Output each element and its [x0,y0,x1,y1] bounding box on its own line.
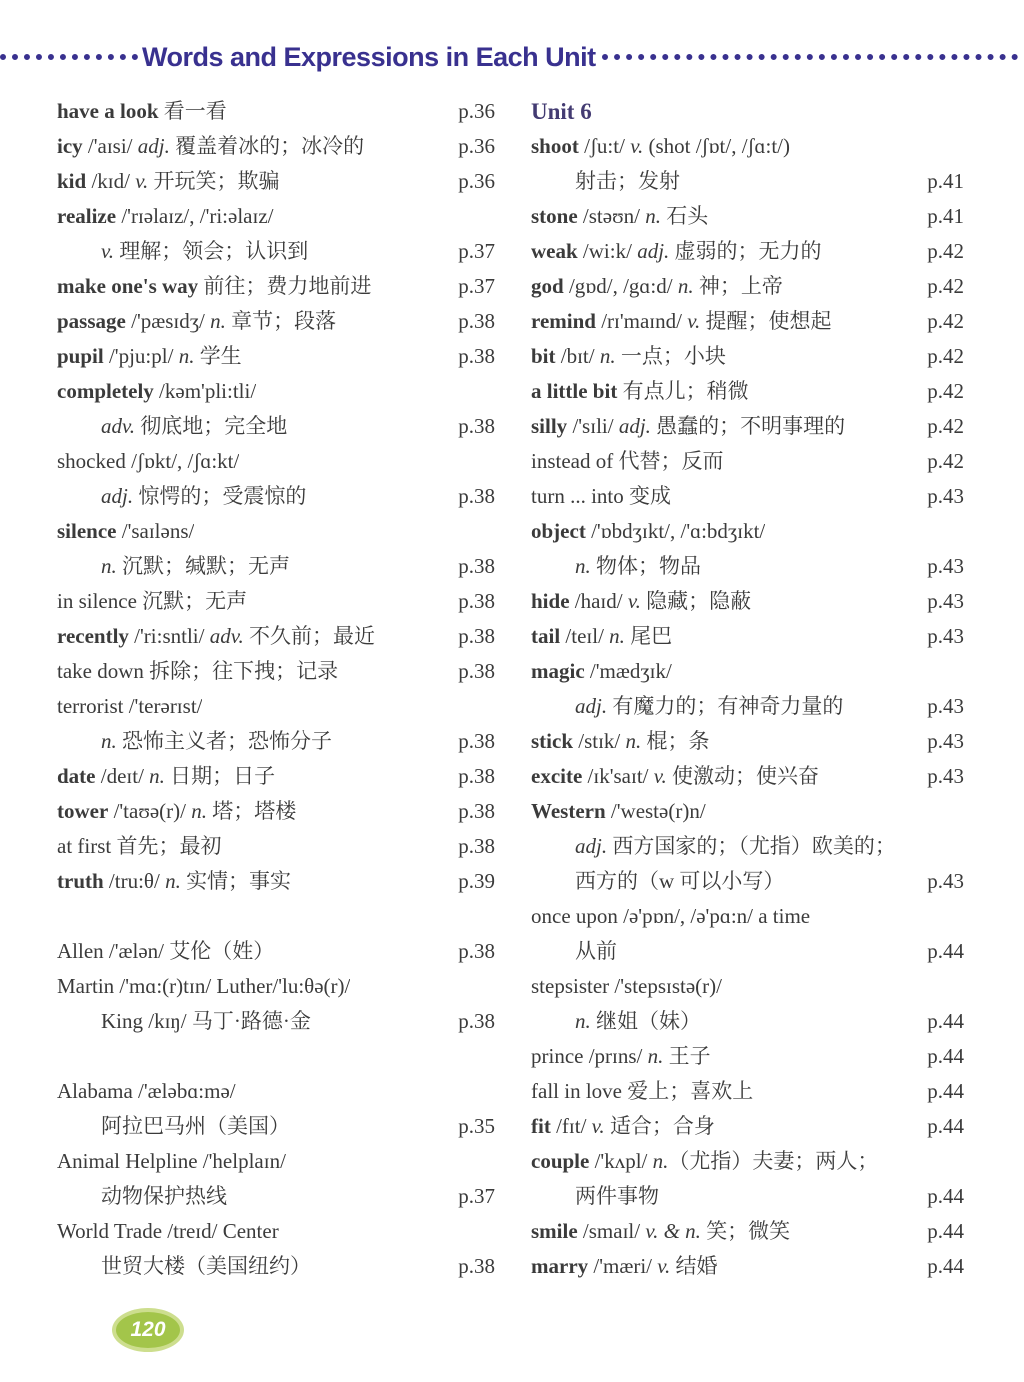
page-ref: p.44 [927,1009,964,1033]
vocab-entry-text: Alabama /'æləbɑ:mə/ [57,1079,236,1103]
page-ref: p.38 [458,799,495,823]
vocab-entry [531,619,964,654]
vocab-entry [57,514,495,549]
vocab-entry [57,934,495,969]
page-ref: p.38 [458,414,495,438]
vocab-entry [57,304,495,339]
vocab-entry [531,374,964,409]
vocab-entry [57,479,495,514]
vocab-entry [531,129,964,164]
page-ref: p.43 [927,484,964,508]
vocab-entry [531,1179,964,1214]
page-ref: p.38 [458,484,495,508]
page-ref: p.43 [927,694,964,718]
vocab-entry [531,1249,964,1284]
vocab-entry [57,199,495,234]
page-ref: p.39 [458,869,495,893]
page-ref: p.43 [927,589,964,613]
page-ref: p.38 [458,309,495,333]
vocab-entry-text: recently /'ri:sntli/ adv. 不久前；最近 [57,624,375,648]
vocab-entry-text: silly /'sɪli/ adj. 愚蠢的；不明事理的 [531,414,846,438]
page-ref: p.35 [458,1114,495,1138]
vocab-entry-text: make one's way 前往；费力地前进 [57,274,372,298]
vocab-entry-text: adv. 彻底地；完全地 [101,414,288,438]
vocab-entry-text: once upon /ə'pɒn/, /ə'pɑ:n/ a time [531,904,811,928]
vocab-entry-text: stone /stəʊn/ n. 石头 [531,204,709,228]
vocab-entry-text: n. 物体；物品 [575,554,701,578]
page-ref: p.38 [458,834,495,858]
vocab-entry-text: in silence 沉默；无声 [57,589,248,613]
vocab-entry [57,549,495,584]
page-ref: p.44 [927,1079,964,1103]
vocab-entry-text: Western /'westə(r)n/ [531,799,706,823]
vocab-entry-text: King /kɪŋ/ 马丁·路德·金 [101,1009,311,1033]
vocab-entry-text: excite /ɪk'saɪt/ v. 使激动；使兴奋 [531,764,820,788]
vocab-entry-text: prince /prɪns/ n. 王子 [531,1044,711,1068]
page-ref: p.42 [927,449,964,473]
page-ref: p.44 [927,1184,964,1208]
vocab-group [531,129,964,1284]
vocab-entry-text: terrorist /'terərɪst/ [57,694,203,718]
vocab-entry [57,1144,495,1179]
vocab-entry-text: 射击；发射 [575,169,680,193]
vocab-entry [531,514,964,549]
page-title: Words and Expressions in Each Unit [142,41,596,72]
page-ref: p.37 [458,274,495,298]
vocab-entry-text: take down 拆除；往下拽；记录 [57,659,339,683]
page-ref: p.37 [458,239,495,263]
vocab-entry [531,829,964,864]
page-ref: p.38 [458,344,495,368]
vocab-entry-text: World Trade /treɪd/ Center [57,1219,279,1243]
vocab-entry-text: couple /'kʌpl/ n.（尤指）夫妻；两人； [531,1149,879,1173]
vocab-entry [57,794,495,829]
vocab-entry-text: instead of 代替；反而 [531,449,724,473]
vocab-entry-text: a little bit 有点儿；稍微 [531,379,749,403]
vocab-entry [57,339,495,374]
vocab-entry-text: object /'ɒbdʒɪkt/, /'ɑ:bdʒɪkt/ [531,519,766,543]
vocab-entry [531,584,964,619]
vocab-entry [57,584,495,619]
vocab-entry [531,339,964,374]
vocab-entry [57,164,495,199]
page-ref: p.36 [458,169,495,193]
vocab-entry [57,864,495,899]
vocab-entry-text: stick /stɪk/ n. 棍；条 [531,729,710,753]
page-ref: p.38 [458,659,495,683]
page-ref: p.41 [927,169,964,193]
vocab-entry-text: Animal Helpline /'helplaɪn/ [57,1149,286,1173]
page-header [0,0,1024,74]
vocab-entry [531,479,964,514]
vocab-entry [57,374,495,409]
page-ref: p.42 [927,344,964,368]
vocab-entry [57,234,495,269]
vocab-entry-text: stepsister /'stepsɪstə(r)/ [531,974,722,998]
dotted-leader-left-icon [0,54,138,60]
page-ref: p.43 [927,729,964,753]
vocab-entry-text: marry /'mæri/ v. 结婚 [531,1254,718,1278]
page-ref: p.43 [927,624,964,648]
page-ref: p.37 [458,1184,495,1208]
vocab-entry [57,1179,495,1214]
vocab-entry-text: Allen /'ælən/ 艾伦（姓） [57,939,275,963]
vocab-entry [531,444,964,479]
vocab-entry [531,269,964,304]
vocab-entry-text: n. 恐怖主义者；恐怖分子 [101,729,332,753]
page-ref: p.43 [927,554,964,578]
page-ref: p.44 [927,1044,964,1068]
vocab-entry-text: n. 继姐（妹） [575,1009,701,1033]
vocab-entry [57,689,495,724]
vocab-entry-text: magic /'mædʒɪk/ [531,659,672,683]
vocab-entry-text: passage /'pæsɪdʒ/ n. 章节；段落 [57,309,337,333]
vocab-entry [531,1109,964,1144]
vocab-entry [57,1004,495,1039]
vocab-entry-text: god /gɒd/, /gɑ:d/ n. 神；上帝 [531,274,783,298]
vocab-entry [57,619,495,654]
dotted-leader-right-icon [602,54,1018,60]
vocab-columns [0,74,1024,1284]
vocab-entry [57,1109,495,1144]
vocab-entry [57,1249,495,1284]
vocab-entry-text: bit /bɪt/ n. 一点；小块 [531,344,726,368]
vocab-entry-text: Martin /'mɑ:(r)tɪn/ Luther/'lu:θə(r)/ [57,974,351,998]
page-ref: p.44 [927,1219,964,1243]
vocab-entry-text: shocked /ʃɒkt/, /ʃɑ:kt/ [57,449,240,473]
page-ref: p.44 [927,1254,964,1278]
vocab-entry-text: 从前 [575,939,617,963]
vocab-entry-text: icy /'aɪsi/ adj. 覆盖着冰的；冰冷的 [57,134,365,158]
vocab-entry-text: hide /haɪd/ v. 隐藏；隐蔽 [531,589,752,613]
vocab-entry [531,1039,964,1074]
vocab-entry-text: turn ... into 变成 [531,484,671,508]
vocab-entry [57,829,495,864]
vocab-entry [531,724,964,759]
page-ref: p.36 [458,99,495,123]
vocab-entry-text: realize /'rɪəlaɪz/, /'ri:əlaɪz/ [57,204,274,228]
vocab-entry [57,409,495,444]
vocab-entry [57,444,495,479]
page-ref: p.44 [927,939,964,963]
vocab-entry-text: date /deɪt/ n. 日期；日子 [57,764,276,788]
vocab-entry-text: adj. 西方国家的；（尤指）欧美的； [575,834,896,858]
page-ref: p.38 [458,939,495,963]
vocab-entry [57,969,495,1004]
vocab-entry [57,129,495,164]
page-ref: p.38 [458,589,495,613]
vocab-entry-text: at first 首先；最初 [57,834,222,858]
vocab-entry-text: v. 理解；领会；认识到 [101,239,309,263]
vocab-entry [531,969,964,1004]
vocab-entry [531,164,964,199]
page-number: 120 [130,1318,166,1341]
vocab-entry-text: tower /'taʊə(r)/ n. 塔；塔楼 [57,799,297,823]
vocab-entry-text: remind /rɪ'maɪnd/ v. 提醒；使想起 [531,309,832,333]
vocab-entry-text: smile /smaɪl/ v. & n. 笑；微笑 [531,1219,791,1243]
vocab-entry [531,1004,964,1039]
vocab-entry [531,1144,964,1179]
page-ref: p.42 [927,239,964,263]
vocab-entry-text: silence /'saɪləns/ [57,519,195,543]
vocab-entry [57,1214,495,1249]
vocab-group [57,1074,495,1284]
page-ref: p.42 [927,414,964,438]
vocab-entry-text: tail /teɪl/ n. 尾巴 [531,624,673,648]
vocab-entry-text: adj. 有魔力的；有神奇力量的 [575,694,844,718]
vocab-entry-text: 动物保护热线 [101,1184,227,1208]
vocab-entry-text: truth /tru:θ/ n. 实情；事实 [57,869,292,893]
vocab-entry [531,794,964,829]
vocab-entry [531,1214,964,1249]
vocab-entry [531,654,964,689]
vocab-entry [531,899,964,934]
vocab-entry [57,1074,495,1109]
page-ref: p.38 [458,554,495,578]
vocab-entry [531,304,964,339]
vocab-entry [531,234,964,269]
vocab-entry-text: have a look 看一看 [57,99,227,123]
page-ref: p.42 [927,274,964,298]
vocab-entry-text: completely /kəm'pli:tli/ [57,379,257,403]
right-column [531,94,964,1284]
vocab-entry [531,409,964,444]
page-ref: p.44 [927,1114,964,1138]
page-ref: p.38 [458,624,495,648]
vocab-group [57,934,495,1039]
vocab-entry-text: 西方的（w 可以小写） [575,869,785,893]
vocab-entry-text: fall in love 爱上；喜欢上 [531,1079,754,1103]
vocab-entry [531,199,964,234]
page-ref: p.38 [458,729,495,753]
vocab-entry-text: pupil /'pju:pl/ n. 学生 [57,344,242,368]
page-ref: p.38 [458,1009,495,1033]
vocab-entry-text: kid /kɪd/ v. 开玩笑；欺骗 [57,169,280,193]
page-ref: p.42 [927,309,964,333]
vocab-entry [57,759,495,794]
vocab-entry [531,689,964,724]
left-column [57,94,495,1284]
vocab-entry [531,549,964,584]
vocab-entry-text: n. 沉默；缄默；无声 [101,554,290,578]
page-ref: p.42 [927,379,964,403]
vocab-entry [531,864,964,899]
vocab-entry [57,94,495,129]
vocab-entry [57,654,495,689]
vocab-entry-text: 世贸大楼（美国纽约） [101,1254,311,1278]
page-ref: p.38 [458,1254,495,1278]
page-ref: p.36 [458,134,495,158]
vocab-entry [531,934,964,969]
vocab-entry-text: 两件事物 [575,1184,659,1208]
vocab-entry-text: 阿拉巴马州（美国） [101,1114,290,1138]
vocab-entry-text: weak /wi:k/ adj. 虚弱的；无力的 [531,239,822,263]
vocab-entry [531,1074,964,1109]
page-ref: p.43 [927,764,964,788]
vocab-entry-text: shoot /ʃu:t/ v. (shot /ʃɒt/, /ʃɑ:t/) [531,134,791,158]
vocab-entry [57,269,495,304]
vocab-entry [57,724,495,759]
page-ref: p.41 [927,204,964,228]
page-ref: p.43 [927,869,964,893]
vocab-entry-text: adj. 惊愕的；受震惊的 [101,484,307,508]
page-number-badge [112,1308,184,1352]
vocab-entry-text: fit /fɪt/ v. 适合；合身 [531,1114,715,1138]
page-ref: p.38 [458,764,495,788]
unit-heading: Unit 6 [531,99,592,124]
vocab-entry [531,759,964,794]
vocab-group [57,94,495,899]
